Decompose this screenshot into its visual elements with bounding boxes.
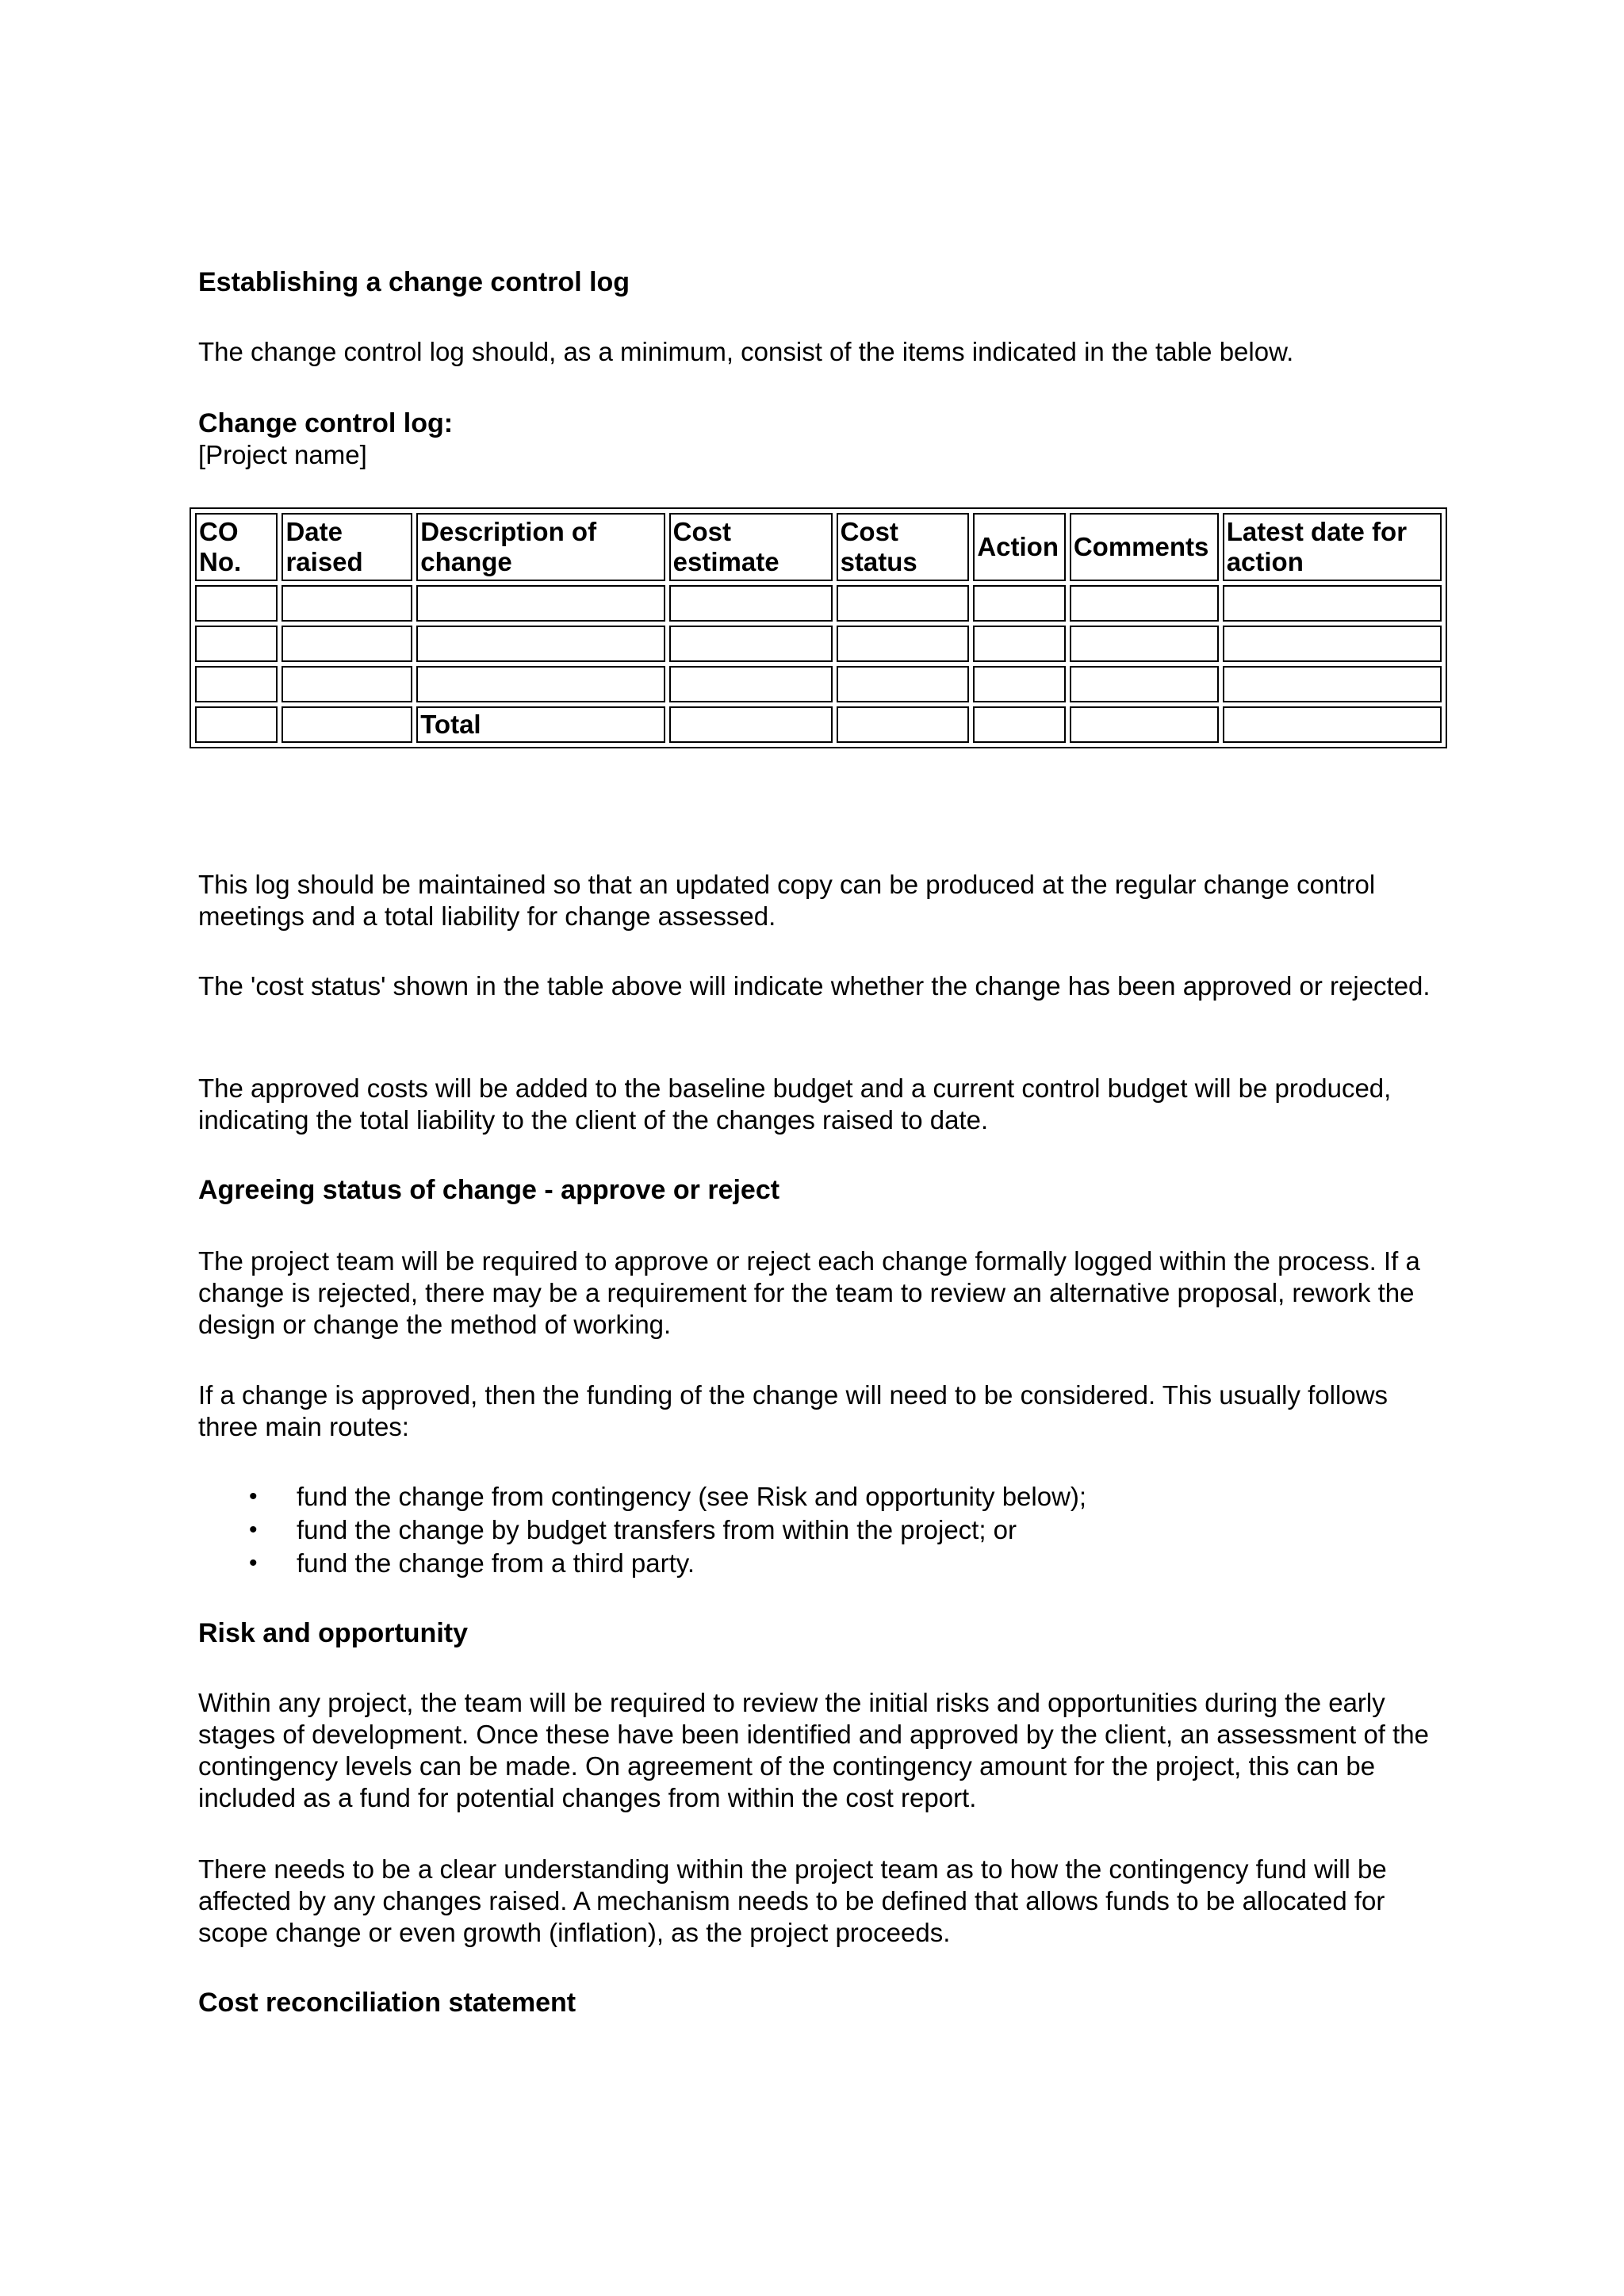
table-cell <box>1070 626 1219 662</box>
funding-routes-list <box>198 1480 1451 1580</box>
table-header-row <box>195 513 1442 581</box>
table-total-row <box>195 706 1442 743</box>
section-heading-agreeing-status: Agreeing status of change - approve or reject <box>198 1175 780 1205</box>
section-heading-cost-reconciliation: Cost reconciliation statement <box>198 1988 576 2018</box>
table-cell <box>837 706 970 743</box>
table-cell <box>416 626 665 662</box>
list-item-text: fund the change by budget transfers from within the project; or <box>297 1515 1017 1544</box>
table-cell <box>416 666 665 702</box>
table-cell <box>195 626 278 662</box>
approved-costs-paragraph: The approved costs will be added to the baseline budget and a current control budget will be produced, indicating the total liability to the client of the changes raised to date. <box>198 1073 1392 1135</box>
table-cell <box>669 666 833 702</box>
header-description-of-change: Description of change <box>416 513 665 581</box>
table-cell <box>1070 666 1219 702</box>
log-title: Change control log: <box>198 408 454 438</box>
bullet-icon: • <box>249 1517 258 1543</box>
table-row <box>195 626 1442 662</box>
table-cell <box>973 626 1066 662</box>
header-comments: Comments <box>1070 513 1219 581</box>
table-row <box>195 585 1442 622</box>
table-cell <box>1223 666 1442 702</box>
total-label-cell: Total <box>416 706 665 743</box>
table-cell <box>195 706 278 743</box>
list-item-text: fund the change from contingency (see Risk and opportunity below); <box>297 1482 1087 1511</box>
section-heading-risk-and-opportunity: Risk and opportunity <box>198 1618 468 1648</box>
cost-status-paragraph: The 'cost status' shown in the table above will indicate whether the change has been approved or rejected. <box>198 971 1431 1001</box>
section-heading-change-control-log: Establishing a change control log <box>198 267 630 297</box>
log-maintenance-paragraph: This log should be maintained so that an updated copy can be produced at the regular change control meetings and a total liability for change assessed. <box>198 870 1376 931</box>
funding-routes-paragraph: If a change is approved, then the funding of the change will need to be considered. This usually follows three main routes: <box>198 1380 1388 1441</box>
table-cell <box>282 626 412 662</box>
list-item-text: fund the change from a third party. <box>297 1548 695 1578</box>
table-cell <box>1070 706 1219 743</box>
intro-paragraph: The change control log should, as a minimum, consist of the items indicated in the table below. <box>198 337 1294 366</box>
table-cell <box>973 666 1066 702</box>
list-item <box>198 1513 1451 1547</box>
header-cost-status: Cost status <box>837 513 970 581</box>
bullet-icon: • <box>249 1550 258 1576</box>
table-cell <box>282 585 412 622</box>
change-control-log-table <box>190 507 1447 748</box>
approve-reject-paragraph: The project team will be required to approve or reject each change formally logged within the process. If a change is rejected, there may be a requirement for the team to review an alternative proposal, rework the design or change the method of working. <box>198 1246 1420 1339</box>
table-cell <box>1070 585 1219 622</box>
table-cell <box>1223 706 1442 743</box>
header-co-no: CO No. <box>195 513 278 581</box>
table-cell <box>837 585 970 622</box>
header-cost-estimate: Cost estimate <box>669 513 833 581</box>
header-date-raised: Date raised <box>282 513 412 581</box>
table-cell <box>669 626 833 662</box>
list-item <box>198 1480 1451 1513</box>
contingency-paragraph: There needs to be a clear understanding within the project team as to how the contingency fund will be affected by any changes raised. A mechanism needs to be defined that allows funds to be allocated for scope change or even growth (inflation), as the project proceeds. <box>198 1854 1387 1947</box>
header-latest-date-for-action: Latest date for action <box>1223 513 1442 581</box>
table-cell <box>669 585 833 622</box>
list-item <box>198 1547 1451 1580</box>
table-cell <box>195 585 278 622</box>
table-cell <box>282 706 412 743</box>
table-row <box>195 666 1442 702</box>
risk-paragraph: Within any project, the team will be required to review the initial risks and opportunities during the early stages of development. Once these have been identified and approved by the client, an assessment of the contingency levels can be made. On agreement of the contingency amount for the project, this can be included as a fund for potential changes from within the cost report. <box>198 1688 1430 1812</box>
table-cell <box>195 666 278 702</box>
table-cell <box>669 706 833 743</box>
table-cell <box>837 666 970 702</box>
table-cell <box>973 706 1066 743</box>
table-cell <box>837 626 970 662</box>
table-cell <box>1223 626 1442 662</box>
table-cell <box>1223 585 1442 622</box>
table-cell <box>416 585 665 622</box>
project-name-placeholder: [Project name] <box>198 440 367 469</box>
header-action: Action <box>973 513 1066 581</box>
bullet-icon: • <box>249 1483 258 1510</box>
table-cell <box>282 666 412 702</box>
table-cell <box>973 585 1066 622</box>
